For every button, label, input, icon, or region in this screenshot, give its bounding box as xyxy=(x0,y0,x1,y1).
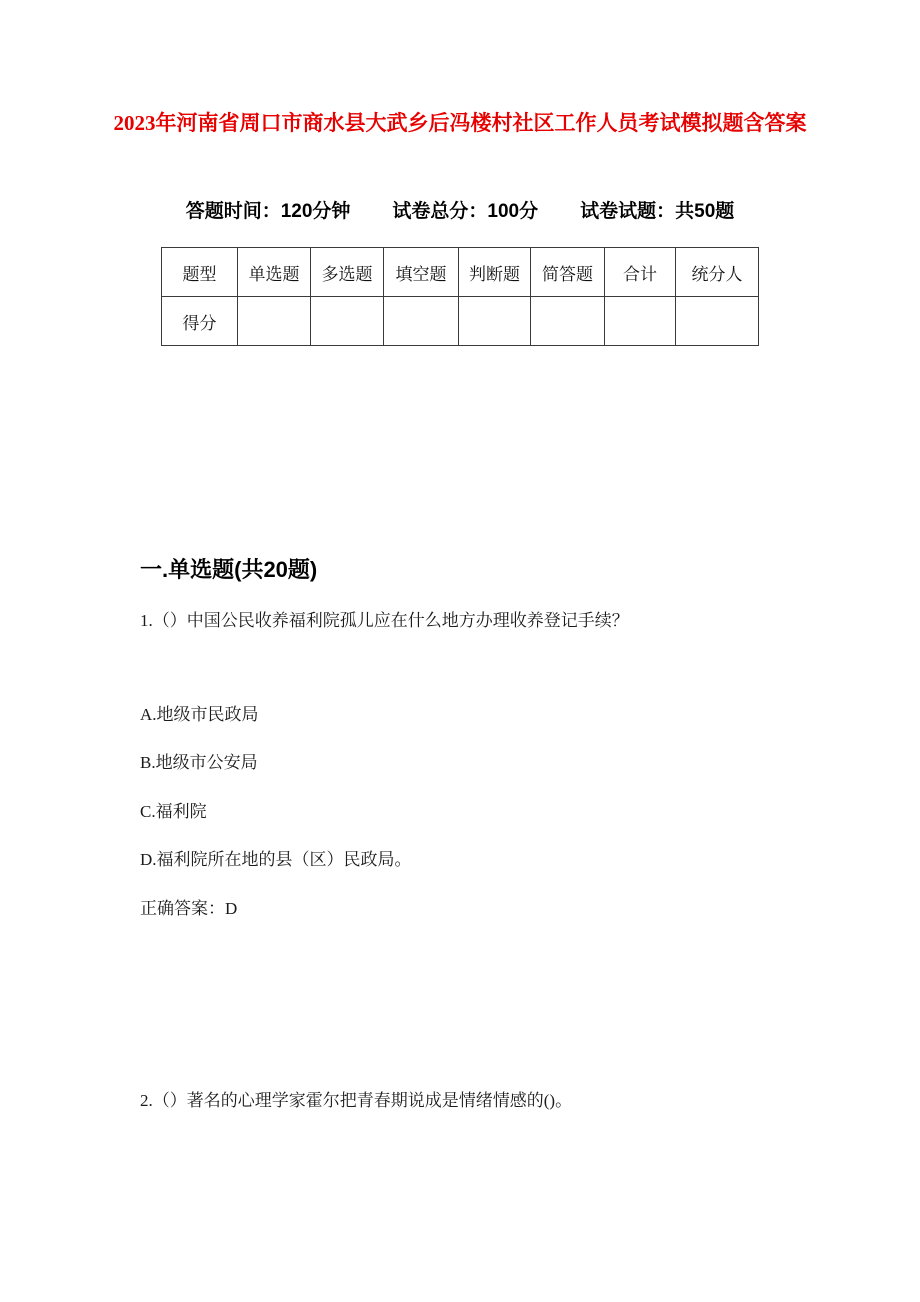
option-d: D.福利院所在地的县（区）民政局。 xyxy=(140,850,412,869)
score-cell xyxy=(459,297,531,346)
score-table-header-cell: 合计 xyxy=(605,248,676,297)
section-heading: 一.单选题(共20题) xyxy=(140,557,318,582)
score-cell xyxy=(384,297,459,346)
score-table-header-cell: 填空题 xyxy=(384,248,459,297)
option-a: A.地级市民政局 xyxy=(140,705,259,724)
score-table-header-cell: 统分人 xyxy=(676,248,759,297)
score-table-header-cell: 单选题 xyxy=(238,248,311,297)
score-cell xyxy=(605,297,676,346)
score-cell xyxy=(676,297,759,346)
exam-info-time: 答题时间：120分钟 xyxy=(185,201,351,222)
score-table-header-row xyxy=(162,248,759,297)
score-cell xyxy=(311,297,384,346)
option-b: B.地级市公安局 xyxy=(140,753,258,772)
score-row-label: 得分 xyxy=(162,297,238,346)
score-table-header-cell: 多选题 xyxy=(311,248,384,297)
score-table-header-cell: 简答题 xyxy=(531,248,605,297)
correct-answer: 正确答案：D xyxy=(140,899,238,918)
exam-info-total-score: 试卷总分：100分 xyxy=(392,201,539,222)
score-cell xyxy=(238,297,311,346)
question-text: 2.（）著名的心理学家霍尔把青春期说成是情绪情感的()。 xyxy=(140,1091,573,1110)
score-table xyxy=(161,247,759,346)
exam-info-bar xyxy=(0,196,920,223)
score-table-header-cell: 判断题 xyxy=(459,248,531,297)
exam-info-question-count: 试卷试题：共50题 xyxy=(580,201,735,222)
option-c: C.福利院 xyxy=(140,802,207,821)
score-table-score-row xyxy=(162,297,759,346)
score-table-header-cell: 题型 xyxy=(162,248,238,297)
question-text: 1.（）中国公民收养福利院孤儿应在什么地方办理收养登记手续？ xyxy=(140,611,629,630)
page-title: 2023年河南省周口市商水县大武乡后冯楼村社区工作人员考试模拟题含答案 xyxy=(113,111,807,135)
score-cell xyxy=(531,297,605,346)
